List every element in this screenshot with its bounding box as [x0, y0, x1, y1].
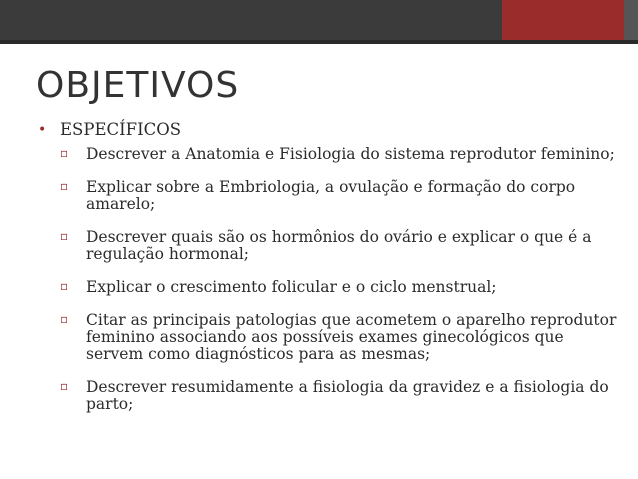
top-bar-grey-segment: [624, 0, 638, 44]
objective-item: [38, 229, 618, 263]
objective-text: Explicar o crescimento folicular e o ciclo menstrual;: [86, 278, 497, 296]
top-bar-bottom-line: [0, 40, 638, 44]
objective-text: Descrever a Anatomia e Fisiologia do sistema reprodutor feminino;: [86, 145, 615, 163]
top-decorative-bar: [0, 0, 638, 44]
objective-item: [38, 179, 618, 213]
bullet-icon: •: [38, 122, 47, 138]
sub-bullet-icon: ▫: [60, 146, 69, 160]
slide-title: OBJETIVOS: [36, 65, 240, 106]
objective-text: Descrever quais são os hormônios do ovário e explicar o que é a regulação hormonal;: [86, 228, 592, 263]
slide-content: [38, 120, 618, 413]
objective-item: [38, 279, 618, 296]
objective-text: Citar as principais patologias que acometem o aparelho reprodutor feminino associando aos possíveis exames ginecológicos que servem como diagnósticos para as mesmas;: [86, 311, 617, 363]
sub-bullet-icon: ▫: [60, 312, 69, 326]
objective-item: [38, 312, 618, 363]
objective-item: [38, 146, 618, 163]
objective-text: Descrever resumidamente a fisiologia da gravidez e a fisiologia do parto;: [86, 378, 609, 413]
objective-item: [38, 379, 618, 413]
top-bar-red-segment: [502, 0, 624, 44]
level1-item: [38, 120, 618, 140]
sub-bullet-icon: ▫: [60, 179, 69, 193]
sub-bullet-icon: ▫: [60, 229, 69, 243]
objective-text: Explicar sobre a Embriologia, a ovulação e formação do corpo amarelo;: [86, 178, 576, 213]
sub-bullet-icon: ▫: [60, 279, 69, 293]
sub-bullet-icon: ▫: [60, 379, 69, 393]
level1-label: ESPECÍFICOS: [60, 120, 182, 139]
